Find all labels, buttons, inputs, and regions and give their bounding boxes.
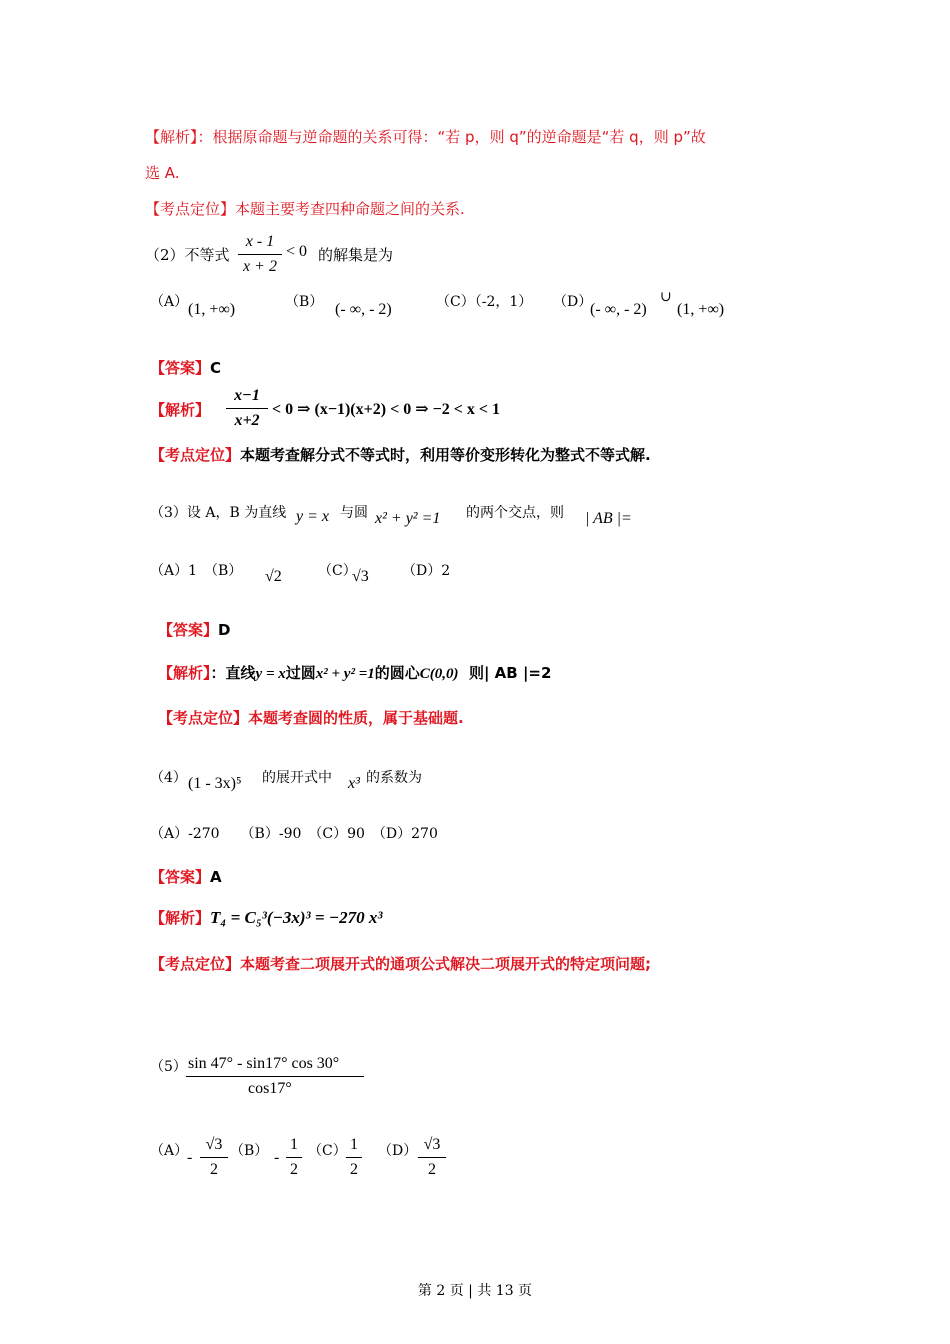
q5-a-num: √3 [205,1136,223,1153]
q3-line: y = x [296,508,329,525]
q5-num: sin 47° - sin17° cos 30° [188,1055,340,1072]
answer-label: 【答案】 [150,359,211,377]
point-text: 本题主要考查四种命题之间的关系. [235,200,465,218]
answer-label: 【答案】 [158,621,219,639]
q3-ab: | AB |= [585,510,632,527]
point-label: 【考点定位】 [150,446,241,464]
analysis-label: 【解析】 [145,128,198,146]
q3-option-c-label: （C） [318,563,357,579]
q5-option-b-label: （B） [230,1143,269,1159]
q2-answer [150,357,221,378]
q5-c-num: 1 [350,1136,358,1153]
q2-option-d-union: ∪ [660,290,672,305]
q3-options: （A）1 （B） [150,563,243,579]
q5-d-den: 2 [428,1161,436,1178]
analysis-end: 则| AB |=2 [468,664,552,682]
q3-prefix: （3）设 A，B 为直线 [150,505,287,521]
q5-option-c-label: （C） [308,1143,347,1159]
q2-analysis-num: x−1 [234,387,260,404]
q5-option-c-fraction [346,1135,362,1180]
s1-analysis-cont: 选 A. [145,164,180,182]
answer-label: 【答案】 [150,868,211,886]
q2-fraction [238,232,282,277]
q2-analysis-fraction [226,386,268,431]
answer-value: C [210,359,222,377]
q2-suffix: 的解集是为 [318,246,394,264]
q2-option-a-value: (1, +∞) [188,301,236,318]
q5-c-den: 2 [350,1161,358,1178]
q2-analysis-den: x+2 [234,412,260,429]
q5-option-a-sign: - [187,1149,193,1166]
q2-point [150,444,651,465]
q2-option-d-label: （D） [553,294,593,310]
analysis-math3: C(0,0) [419,666,459,682]
analysis-mid2: 的圆心 [374,664,420,682]
point-text: 本题考查圆的性质，属于基础题. [248,709,464,727]
q2-option-b-value: (- ∞, - 2) [335,301,392,318]
q5-option-d-label: （D） [378,1143,418,1159]
q2-num: x - 1 [245,233,275,250]
q4-options: （A）-270 （B）-90 （C）90 （D）270 [150,826,438,842]
q3-point [158,707,464,728]
q2-option-b-label: （B） [285,294,324,310]
q3-option-d: （D）2 [402,563,451,579]
page-footer: 第 2 页 | 共 13 页 [417,1283,533,1299]
point-text: 本题考查二项展开式的通项公式解决二项展开式的特定项问题; [240,955,652,973]
q5-option-d-fraction [418,1135,446,1180]
q5-option-b-fraction [286,1135,302,1180]
point-label: 【考点定位】 [145,200,236,218]
q4-point [150,953,651,974]
q4-analysis [150,907,382,928]
q5-option-a-fraction [200,1135,228,1180]
q5-a-den: 2 [210,1161,218,1178]
answer-value: D [218,621,231,639]
point-label: 【考点定位】 [150,955,241,973]
q2-option-a-label: （A） [150,294,189,310]
q4-term: x³ [348,775,360,792]
analysis-label: 【解析】 [158,664,211,682]
q2-den: x + 2 [243,258,277,275]
point-text: 本题考查解分式不等式时，利用等价变形转化为整式不等式解. [240,446,651,464]
q3-suffix: 的两个交点，则 [466,505,564,521]
q5-option-b-sign: - [274,1149,280,1166]
analysis-text: ：根据原命题与逆命题的关系可得：“若 p，则 q”的逆命题是“若 q，则 p”故 [197,128,706,146]
q3-answer [158,619,230,640]
q3-analysis [158,662,551,683]
q2-analysis-label: 【解析】 [150,401,211,419]
q4-suffix: 的系数为 [366,770,422,786]
q5-den: cos17° [248,1080,292,1097]
analysis-pre: ：直线 [210,664,256,682]
q2-rel: < 0 [286,243,308,260]
q2-analysis-rest: < 0 ⇒ (x−1)(x+2) < 0 ⇒ −2 < x < 1 [272,401,500,418]
q5-b-den: 2 [290,1161,298,1178]
q3-circle: x² + y² =1 [375,510,441,527]
answer-value: A [210,868,222,886]
q3-mid: 与圆 [340,505,368,521]
point-label: 【考点定位】 [158,709,249,727]
q5-prefix: （5） [150,1059,187,1075]
q4-mid: 的展开式中 [262,770,332,786]
analysis-math2: x² + y² =1 [315,666,375,682]
analysis-mid: 过圆 [285,664,316,682]
q3-option-b-value: √2 [265,568,282,585]
q4-prefix: （4） [150,770,187,786]
q2-option-c: （C）（-2，1） [436,294,533,310]
q5-option-a-label: （A） [150,1143,189,1159]
q4-expr: (1 - 3x)⁵ [188,775,242,792]
q2-option-d-value1: (- ∞, - 2) [590,301,647,318]
q5-fraction [186,1054,364,1099]
q5-b-num: 1 [290,1136,298,1153]
s1-point [145,198,465,219]
analysis-math1: y = x [255,666,286,682]
q3-option-c-value: √3 [352,568,369,585]
s1-analysis [145,126,706,147]
q2-option-d-value2: (1, +∞) [677,301,725,318]
analysis-label: 【解析】 [150,909,211,927]
q2-prefix: （2）不等式 [145,246,230,264]
analysis-formula: T₄ = C₅³(−3x)³ = −270 x³ [210,908,383,927]
q5-d-num: √3 [423,1136,441,1153]
q4-answer [150,866,222,887]
